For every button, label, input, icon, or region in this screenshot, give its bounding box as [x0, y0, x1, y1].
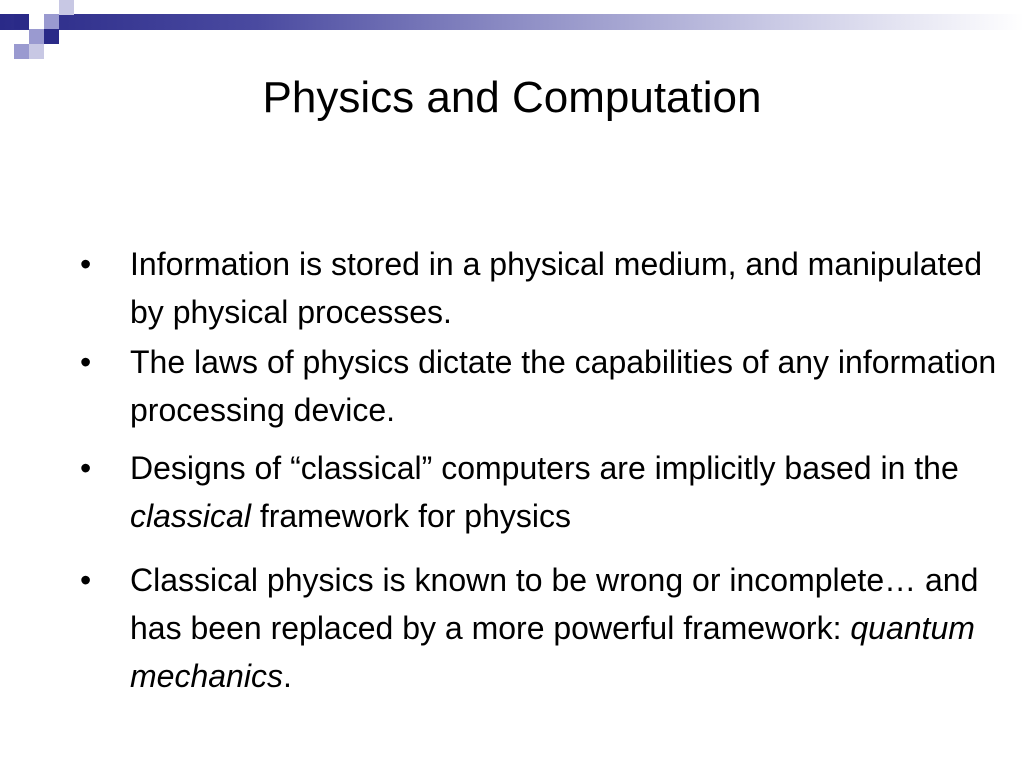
bullet-list	[80, 240, 1000, 700]
slide-title: Physics and Computation	[262, 73, 762, 122]
ornament-square	[29, 29, 44, 44]
bullet-text-emphasis: classical	[130, 498, 251, 534]
ornament-square	[14, 14, 29, 29]
bullet-item	[80, 556, 1000, 700]
ornament-square	[29, 14, 44, 29]
bullet-text-after: framework for physics	[250, 498, 571, 534]
bullet-dot: •	[80, 562, 92, 598]
header-gradient-band	[0, 14, 1024, 30]
bullet-text-after: .	[282, 658, 292, 694]
bullet-item	[80, 338, 1000, 434]
ornament-square	[44, 29, 59, 44]
ornament-square	[14, 44, 29, 59]
bullet-text-before: Designs of “classical” computers are implicitly based in the	[130, 450, 959, 486]
ornament-square	[44, 14, 59, 29]
bullet-text: Information is stored in a physical medium, and manipulated by physical processes.	[130, 246, 982, 330]
bullet-dot: •	[80, 344, 92, 380]
bullet-dot: •	[80, 450, 92, 486]
ornament-square	[29, 44, 44, 59]
ornament-square	[59, 0, 74, 15]
bullet-text-before: Classical physics is known to be wrong or incomplete… and has been replaced by a more powerful framework:	[130, 562, 979, 646]
bullet-dot: •	[80, 246, 92, 282]
bullet-text-emphasis: quantum mechanics	[130, 610, 975, 694]
bullet-text	[130, 562, 978, 694]
bullet-text	[130, 450, 959, 534]
bullet-item	[80, 444, 1000, 540]
bullet-text: The laws of physics dictate the capabilities of any information processing device.	[130, 344, 997, 428]
bullet-item	[80, 240, 1000, 336]
